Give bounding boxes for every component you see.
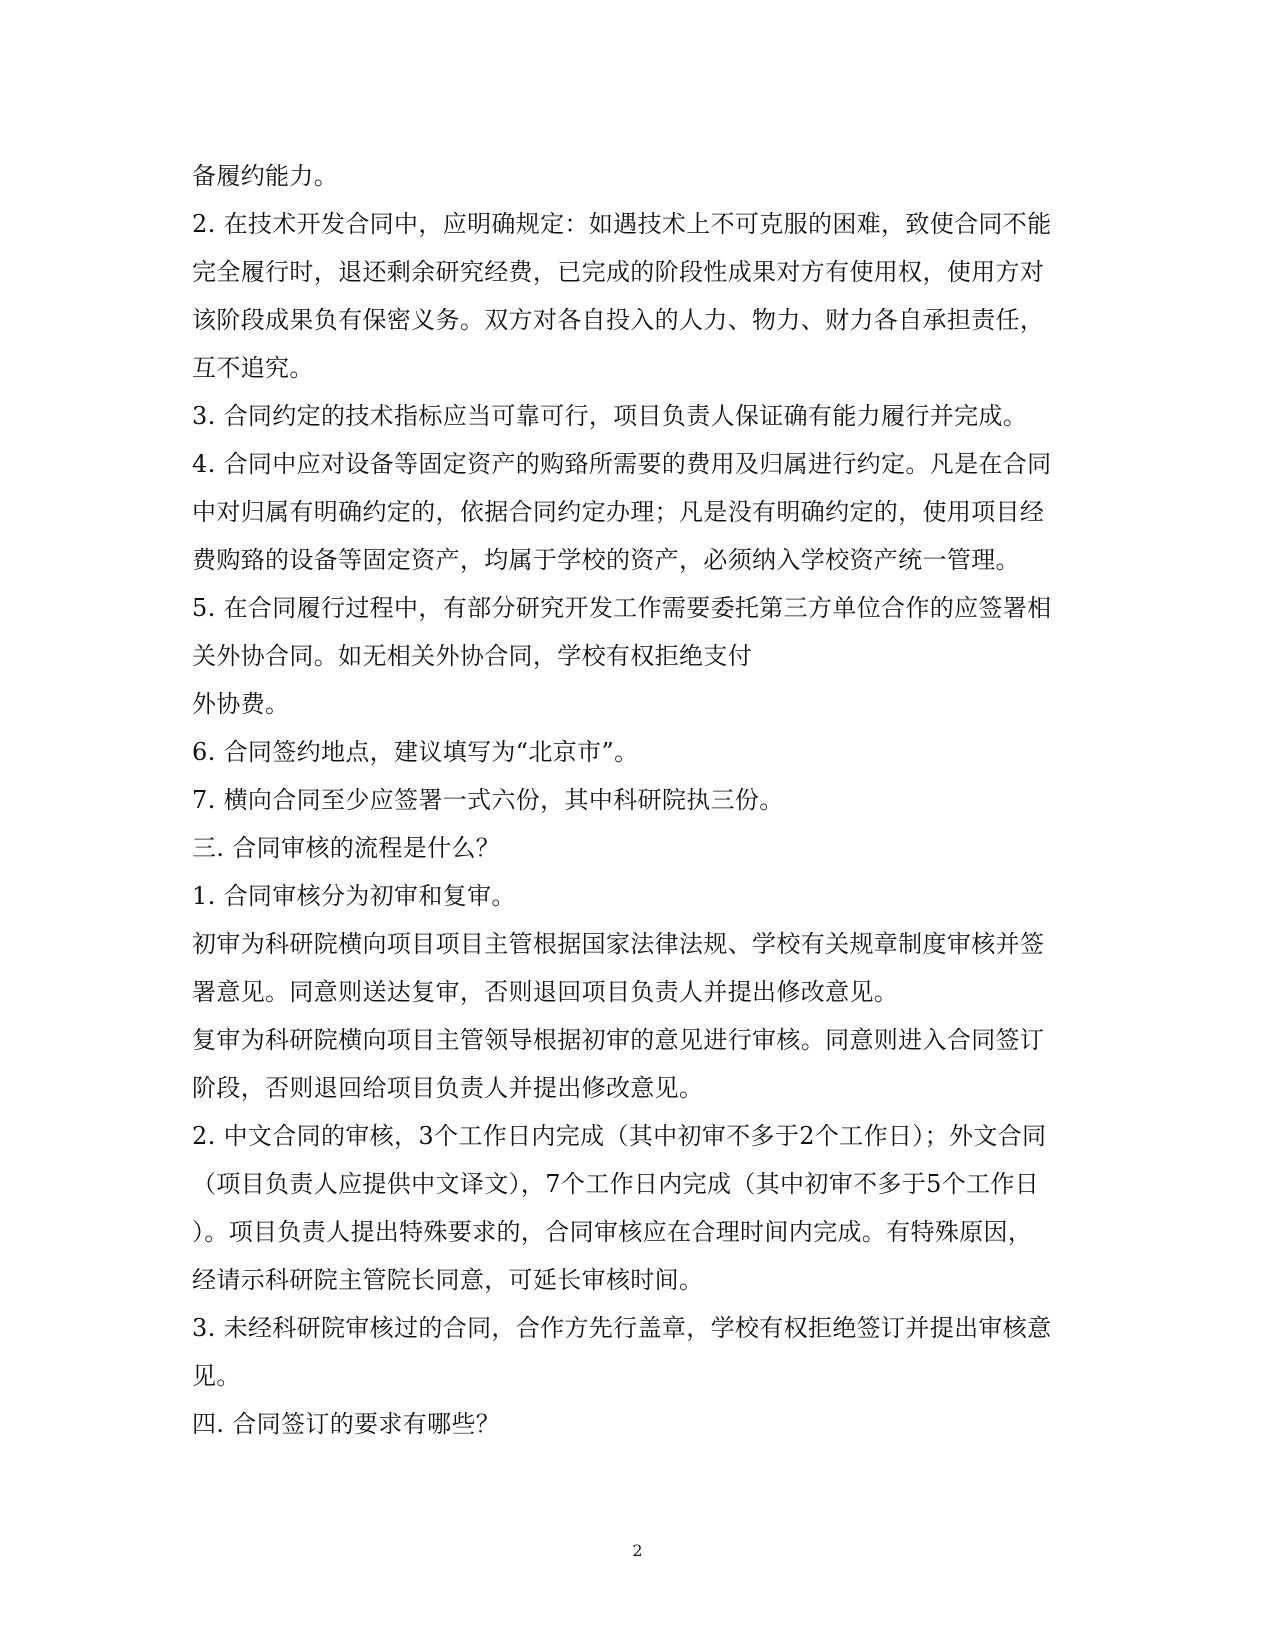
text-line: 初审为科研院横向项目项目主管根据国家法律法规、学校有关规章制度审核并签: [192, 930, 1045, 958]
text-line: 互不追究。: [192, 354, 314, 382]
text-line: 关外协合同。如无相关外协合同，学校有权拒绝支付: [192, 642, 753, 670]
text-line: 7. 横向合同至少应签署一式六份，其中科研院执三份。: [192, 786, 784, 814]
text-line: 费购臵的设备等固定资产，均属于学校的资产，必须纳入学校资产统一管理。: [192, 546, 1020, 574]
document-body: [192, 152, 1072, 1448]
text-line: 完全履行时，退还剩余研究经费，已完成的阶段性成果对方有使用权，使用方对: [192, 258, 1045, 286]
text-line: 3. 合同约定的技术指标应当可靠可行，项目负责人保证确有能力履行并完成。: [192, 402, 1028, 430]
text-line: 6. 合同签约地点，建议填写为“北京市”。: [192, 738, 639, 766]
text-line: 复审为科研院横向项目主管领导根据初审的意见进行审核。同意则进入合同签订: [192, 1026, 1045, 1054]
page-number: 2: [632, 1541, 643, 1560]
text-line: 4. 合同中应对设备等固定资产的购臵所需要的费用及归属进行约定。凡是在合同: [192, 450, 1052, 478]
text-line: 3. 未经科研院审核过的合同，合作方先行盖章，学校有权拒绝签订并提出审核意: [192, 1314, 1052, 1342]
text-line: 备履约能力。: [192, 162, 339, 190]
section-heading: 三. 合同审核的流程是什么？: [192, 834, 501, 862]
text-line: 经请示科研院主管院长同意，可延长审核时间。: [192, 1266, 704, 1294]
text-line: 署意见。同意则送达复审，否则退回项目负责人并提出修改意见。: [192, 978, 899, 1006]
text-line: 该阶段成果负有保密义务。双方对各自投入的人力、物力、财力各自承担责任，: [192, 306, 1045, 334]
text-line: 见。: [192, 1362, 241, 1390]
text-line: 1. 合同审核分为初审和复审。: [192, 882, 516, 910]
text-line: ）。项目负责人提出特殊要求的，合同审核应在合理时间内完成。有特殊原因，: [192, 1218, 1033, 1246]
text-line: 中对归属有明确约定的，依据合同约定办理；凡是没有明确约定的，使用项目经: [192, 498, 1045, 526]
text-line: 外协费。: [192, 690, 290, 718]
text-line: 2. 中文合同的审核，3个工作日内完成（其中初审不多于2个工作日）；外文合同: [192, 1122, 1047, 1150]
text-line: 5. 在合同履行过程中，有部分研究开发工作需要委托第三方单位合作的应签署相: [192, 594, 1052, 622]
section-heading: 四. 合同签订的要求有哪些？: [192, 1410, 501, 1438]
text-line: 阶段，否则退回给项目负责人并提出修改意见。: [192, 1074, 704, 1102]
text-line: （项目负责人应提供中文译文），7个工作日内完成（其中初审不多于5个工作日: [192, 1170, 1040, 1198]
text-line: 2. 在技术开发合同中，应明确规定：如遇技术上不可克服的困难，致使合同不能: [192, 210, 1052, 238]
